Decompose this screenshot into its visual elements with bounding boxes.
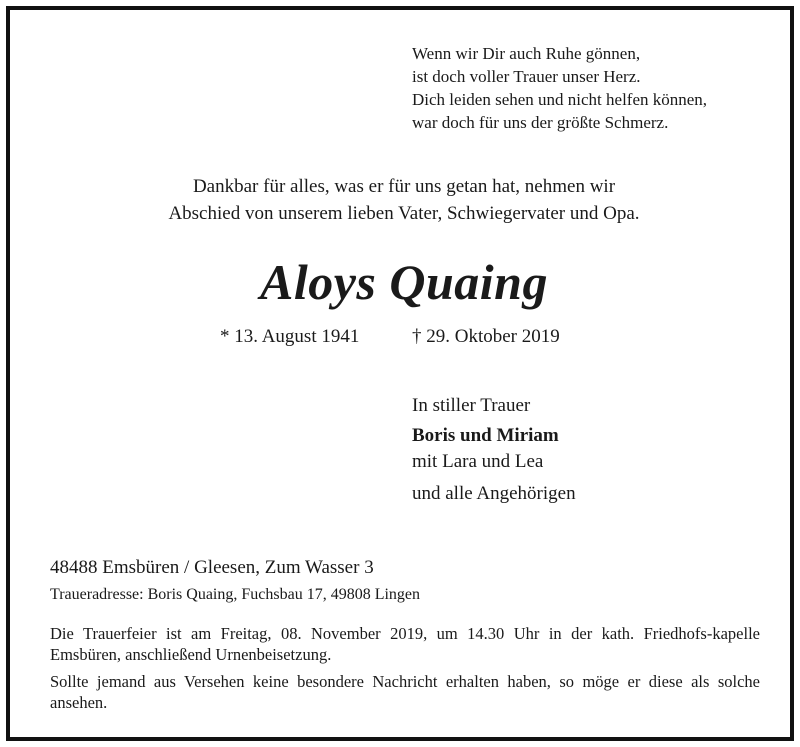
poem-line: Wenn wir Dir auch Ruhe gönnen, (412, 44, 641, 63)
mourners-block (412, 393, 576, 507)
death-date: † 29. Oktober 2019 (412, 326, 560, 347)
obituary-card (6, 6, 794, 741)
birth-date: * 13. August 1941 (220, 326, 360, 347)
poem-line: war doch für uns der größte Schmerz. (412, 113, 669, 132)
intro-line: Dankbar für alles, was er für uns getan hat, nehmen wir (192, 176, 616, 197)
poem-line: Dich leiden sehen und nicht helfen können, (412, 90, 708, 109)
mourners-children: mit Lara und Lea (412, 451, 544, 472)
poem-line: ist doch voller Trauer unser Herz. (412, 67, 641, 86)
farewell-intro (10, 173, 798, 227)
memorial-poem (412, 42, 707, 134)
ceremony-info: Die Trauerfeier ist am Freitag, 08. November 2019, um 14.30 Uhr in der kath. Friedhofs-kapelle Emsbüren, anschließend Urnenbeisetzung. (50, 624, 760, 664)
family-address: 48488 Emsbüren / Gleesen, Zum Wasser 3 (50, 557, 374, 578)
funeral-notice (50, 623, 760, 713)
mourners-primary: Boris und Miriam (412, 425, 559, 446)
mourners-heading: In stiller Trauer (412, 395, 531, 416)
mourning-address: Traueradresse: Boris Quaing, Fuchsbau 17, 49808 Lingen (50, 586, 421, 603)
mourners-relatives: und alle Angehörigen (412, 483, 576, 504)
deceased-name: Aloys Quaing (259, 254, 548, 310)
notification-note: Sollte jemand aus Versehen keine besondere Nachricht erhalten haben, so möge er diese als solche ansehen. (50, 672, 760, 712)
intro-line: Abschied von unserem lieben Vater, Schwiegervater und Opa. (168, 203, 640, 224)
